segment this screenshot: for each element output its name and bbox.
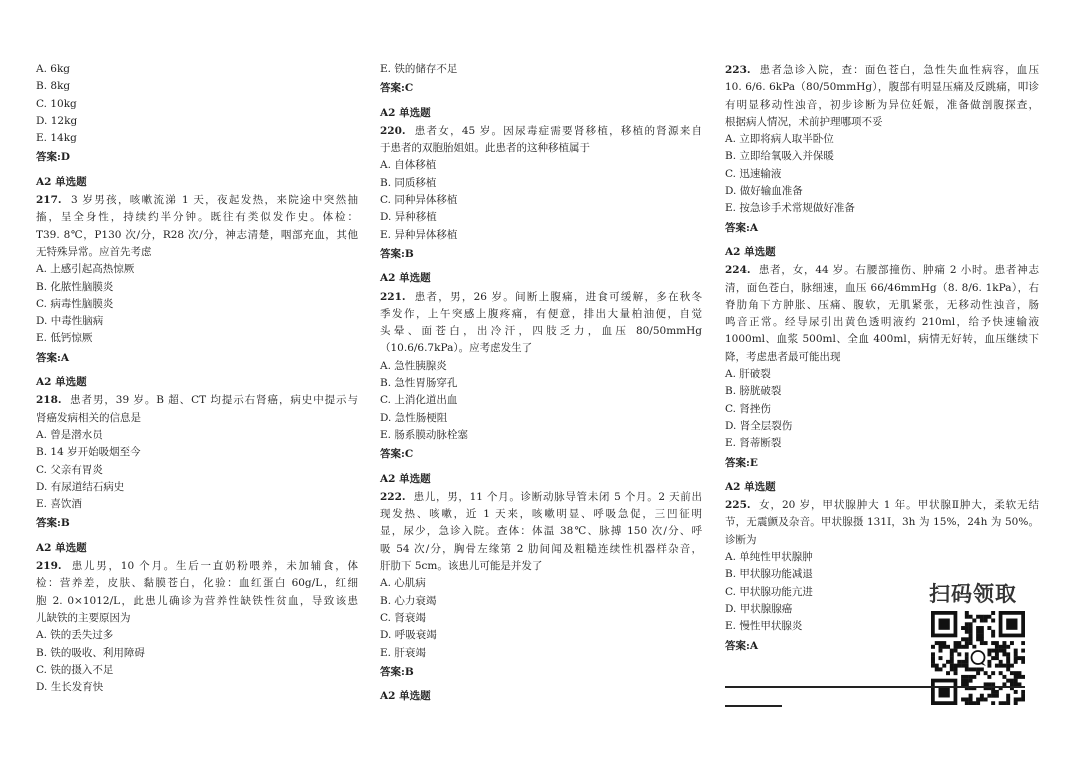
question-line: 肝肋下 5cm。该患儿可能是并发了	[380, 560, 543, 573]
answer-option: D. 做好输血准备	[725, 185, 803, 198]
question-line: 1000ml、血浆 500ml、全血 400ml，病情无好转，血压继续下	[725, 333, 1039, 346]
option-list	[725, 366, 1039, 452]
answer-option: D. 急性肠梗阻	[380, 411, 448, 424]
question-line: T39. 8℃，P130 次/分，R28 次/分，神志清楚，咽部充血，其他	[36, 228, 358, 241]
answer-key: 答案:B	[36, 517, 70, 530]
answer-key: 答案:A	[725, 639, 759, 652]
question-line	[725, 497, 1039, 514]
answer-option: E. 肠系膜动脉栓塞	[380, 428, 468, 441]
question-stem	[380, 489, 702, 575]
column-2	[380, 61, 702, 705]
option-list	[36, 61, 358, 147]
option-list	[36, 261, 358, 347]
question-stem	[725, 262, 1039, 366]
answer-option: B. 铁的吸收、利用障碍	[36, 646, 145, 659]
question-number: 220.	[380, 124, 406, 137]
answer-key: 答案:B	[380, 247, 414, 260]
question-line	[380, 289, 702, 306]
question-line: 胞 2. 0×1012/L，此患儿确诊为营养性缺铁性贫血，导致该患	[36, 594, 358, 607]
answer-option: D. 12kg	[36, 114, 78, 127]
answer-option: A. 6kg	[36, 63, 71, 75]
section-heading: A2 单选题	[380, 106, 431, 119]
question-number: 223.	[725, 64, 751, 76]
question-number: 222.	[380, 490, 406, 503]
answer-option: E. 肾蒂断裂	[725, 437, 782, 450]
answer-option: C. 肾衰竭	[380, 611, 426, 624]
answer-option: E. 按急诊手术常规做好准备	[725, 202, 855, 215]
question-line: 10. 6/6. 6kPa（80/50mmHg），腹部有明显压痛及反跳痛，叩诊	[725, 81, 1039, 94]
question-line: 头晕、面苍白，出冷汗，四肢乏力，血压 80/50mmHg	[380, 325, 702, 338]
question-line: 儿缺铁的主要原因为	[36, 611, 131, 624]
answer-key: 答案:B	[380, 665, 414, 678]
question-text: 患者急诊入院，查：面色苍白，急性失血性病容，血压	[759, 64, 1039, 76]
answer-option: E. 喜饮酒	[36, 498, 82, 511]
question-line: 节，无震颤及杂音。甲状腺摄 131I，3h 为 15%，24h 为 50%。	[725, 516, 1039, 529]
answer-option: C. 甲状腺功能亢进	[725, 585, 813, 598]
question-line: 无特殊异常。应首先考虑	[36, 245, 152, 258]
option-list	[36, 627, 358, 696]
footer-rule-long	[725, 686, 1025, 688]
answer-option: C. 肾挫伤	[725, 402, 771, 415]
section-heading: A2 单选题	[380, 690, 431, 703]
answer-key: 答案:A	[36, 351, 70, 364]
answer-option: E. 铁的储存不足	[380, 63, 458, 75]
answer-option: B. 同质移植	[380, 176, 437, 189]
option-list	[725, 131, 1039, 217]
question-line: 显，尿少，急诊入院。查体：体温 38℃、脉搏 150 次/分、呼	[380, 525, 702, 538]
question-stem	[725, 62, 1039, 131]
question-stem	[725, 497, 1039, 549]
footer-rule-short	[725, 705, 782, 707]
question-line: 脊肋角下方肿胀、压痛、腹软，无肌紧张，无移动性浊音，肠	[725, 298, 1039, 311]
question-text: 患者，男，26 岁。间断上腹痛，进食可缓解，多在秋冬	[414, 290, 702, 303]
question-line: （10.6/6.7kPa）。应考虑发生了	[380, 342, 533, 355]
question-text: 患儿男，10 个月。生后一直奶粉喂养，未加辅食，体	[71, 560, 358, 573]
answer-option: B. 心力衰竭	[380, 594, 437, 607]
option-list	[380, 358, 702, 444]
answer-option: D. 中毒性脑病	[36, 315, 104, 328]
answer-option: C. 迅速输液	[725, 167, 782, 180]
answer-option: E. 14kg	[36, 132, 77, 145]
answer-option: C. 病毒性脑膜炎	[36, 297, 114, 310]
answer-option: C. 父亲有胃炎	[36, 463, 103, 476]
answer-option: E. 低钙惊厥	[36, 332, 93, 345]
answer-option: E. 肝衰竭	[380, 646, 426, 659]
question-stem	[36, 558, 358, 627]
question-number: 218.	[36, 394, 62, 407]
section-heading: A2 单选题	[36, 376, 87, 389]
section-heading: A2 单选题	[380, 472, 431, 485]
question-line: 鸣音正常。经导尿引出黄色透明液约 210ml，给予快速输液	[725, 316, 1039, 329]
answer-key: 答案:C	[380, 82, 414, 95]
qr-promo[interactable]	[929, 581, 1029, 709]
section-heading: A2 单选题	[725, 245, 776, 258]
answer-key: 答案:D	[36, 151, 70, 164]
question-text: 患儿，男，11 个月。诊断动脉导管未闭 5 个月。2 天前出	[413, 490, 702, 503]
question-line: 搐，呈全身性，持续约半分钟。既往有类似发作史。体检：	[36, 211, 358, 224]
answer-option: C. 上消化道出血	[380, 394, 458, 407]
answer-option: C. 10kg	[36, 97, 77, 110]
answer-option: B. 立即给氧吸入并保暖	[725, 150, 834, 163]
question-line: 现发热、咳嗽，近 1 天来，咳嗽明显、呼吸急促，三凹征明	[380, 508, 702, 521]
option-list	[36, 427, 358, 513]
question-number: 225.	[725, 499, 751, 512]
option-list	[380, 575, 702, 661]
column-1	[36, 61, 358, 696]
answer-option: D. 异种移植	[380, 211, 437, 224]
answer-key: 答案:E	[725, 456, 758, 469]
question-text: 患者女，45 岁。因尿毒症需要肾移植，移植的肾源来自	[414, 124, 702, 137]
question-text: 患者男，39 岁。B 超、CT 均提示右肾癌，病史中提示与	[70, 394, 358, 407]
question-number: 217.	[36, 194, 62, 207]
question-line	[725, 62, 1039, 79]
question-text: 患者，女，44 岁。右腰部撞伤、肿痛 2 小时。患者神志	[758, 264, 1039, 277]
section-heading: A2 单选题	[36, 541, 87, 554]
answer-option: D. 甲状腺腺癌	[725, 602, 793, 615]
answer-option: D. 生长发育快	[36, 681, 104, 694]
answer-option: A. 自体移植	[380, 159, 437, 172]
question-line: 有明显移动性浊音，初步诊断为异位妊娠，准备做剖腹探查，	[725, 98, 1039, 111]
qr-code-icon[interactable]	[931, 611, 1025, 705]
question-line: 根据病人情况，术前护理哪项不妥	[725, 115, 883, 128]
section-heading: A2 单选题	[380, 272, 431, 285]
answer-option: A. 肝破裂	[725, 368, 771, 381]
question-line: 降，考虑患者最可能出现	[725, 350, 841, 363]
question-line: 吸 54 次/分，胸骨左缘第 2 肋间闻及粗糙连续性机器样杂音，	[380, 542, 702, 555]
column-3	[725, 61, 1039, 655]
question-number: 221.	[380, 290, 406, 303]
qr-promo-title: 扫码领取	[929, 582, 1017, 606]
question-line: 清，面色苍白，脉细速，血压 66/46mmHg（8. 8/6. 1kPa），右	[725, 281, 1039, 294]
answer-option: C. 同种异体移植	[380, 194, 458, 207]
question-stem	[380, 289, 702, 358]
question-text: 女，20 岁，甲状腺肿大 1 年。甲状腺Ⅱ肿大，柔软无结	[759, 499, 1039, 512]
answer-option: B. 8kg	[36, 80, 71, 93]
answer-option: A. 单纯性甲状腺肿	[725, 551, 813, 564]
answer-option: B. 膀胱破裂	[725, 385, 782, 398]
question-line	[380, 489, 702, 506]
option-list	[380, 157, 702, 243]
answer-option: B. 化脓性脑膜炎	[36, 280, 114, 293]
answer-option: D. 有尿道结石病史	[36, 480, 125, 493]
answer-option: E. 异种异体移植	[380, 228, 458, 241]
section-heading: A2 单选题	[36, 175, 87, 188]
question-line	[36, 392, 358, 409]
answer-option: D. 肾全层裂伤	[725, 419, 793, 432]
answer-key: 答案:C	[380, 448, 414, 461]
question-line: 于患者的双胞胎姐姐。此患者的这种移植属于	[380, 142, 590, 155]
question-number: 224.	[725, 264, 751, 277]
answer-option: A. 心肌病	[380, 577, 426, 590]
question-line	[36, 192, 358, 209]
question-line: 季发作，上午突感上腹疼痛，有便意，排出大量柏油便，自觉	[380, 307, 702, 320]
question-stem	[36, 392, 358, 427]
answer-key: 答案:A	[725, 221, 759, 234]
section-heading: A2 单选题	[725, 480, 776, 493]
question-line: 诊断为	[725, 533, 757, 546]
answer-option: A. 急性胰腺炎	[380, 359, 447, 372]
answer-option: B. 急性胃肠穿孔	[380, 377, 458, 390]
question-line	[36, 558, 358, 575]
answer-option: D. 呼吸衰竭	[380, 629, 437, 642]
question-line: 检：营养差，皮肤、黏膜苍白，化验：血红蛋白 60g/L，红细	[36, 577, 358, 590]
answer-option: B. 甲状腺功能减退	[725, 568, 813, 581]
question-stem	[380, 123, 702, 158]
answer-option: C. 铁的摄入不足	[36, 663, 114, 676]
option-list	[380, 61, 702, 78]
answer-option: B. 14 岁开始吸烟至今	[36, 446, 141, 459]
answer-option: A. 铁的丢失过多	[36, 629, 114, 642]
question-number: 219.	[36, 560, 62, 573]
question-text: 3 岁男孩，咳嗽流涕 1 天，夜起发热，来院途中突然抽	[70, 194, 358, 207]
answer-option: A. 立即将病人取半卧位	[725, 133, 834, 146]
question-line	[725, 262, 1039, 279]
question-line: 肾癌发病相关的信息是	[36, 411, 141, 424]
answer-option: A. 曾是潜水员	[36, 428, 103, 441]
question-line	[380, 123, 702, 140]
answer-option: A. 上感引起高热惊厥	[36, 263, 135, 276]
answer-option: E. 慢性甲状腺炎	[725, 620, 803, 633]
question-stem	[36, 192, 358, 261]
